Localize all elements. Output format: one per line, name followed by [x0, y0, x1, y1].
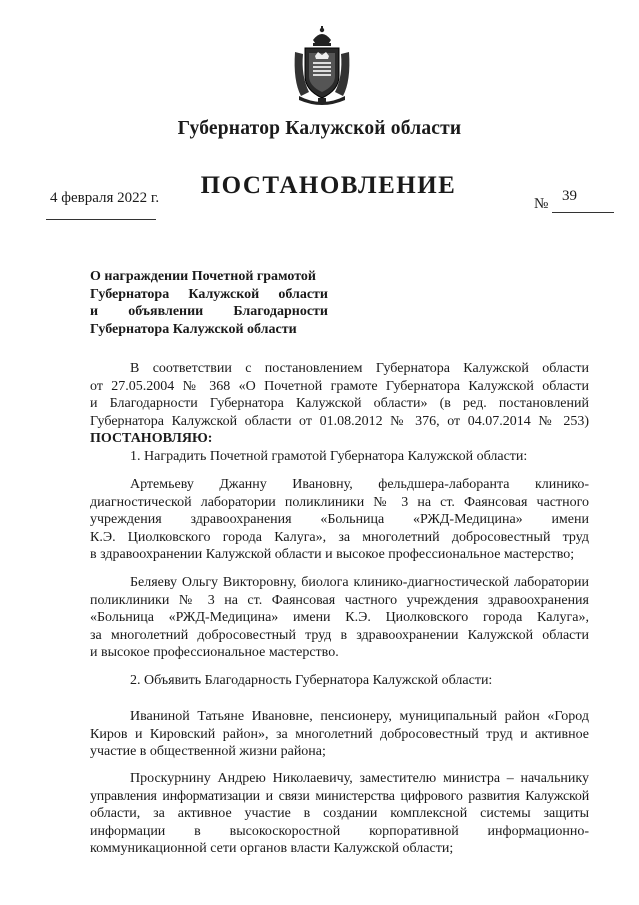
subject-line: Губернатора Калужской области [90, 321, 297, 337]
preamble-line: В соответствии с постановлением Губернатора Калужской области [130, 361, 589, 376]
preamble-line: Губернатора Калужской области от 01.08.2012 № 376, от 04.07.2014 № 253) [90, 413, 589, 429]
recipient-line: Артемьеву Джанну Ивановну, фельдшера-лаборанта клинико- [130, 477, 589, 492]
recipient-line: Киров и Кировский район», за многолетний добросовестный труд и активное [90, 726, 589, 742]
preamble-line: от 27.05.2004 № 368 «О Почетной грамоте Губернатора Калужской области [90, 378, 589, 394]
recipient-line: управления информатизации и связи министерства цифрового развития Калужской [90, 788, 589, 804]
document-date: 4 февраля 2022 г. [50, 190, 160, 206]
decree-word: ПОСТАНОВЛЯЮ: [90, 431, 213, 447]
subject-line: О награждении Почетной грамотой [90, 269, 316, 284]
item2-heading: 2. Объявить Благодарность Губернатора Калужской области: [130, 673, 493, 688]
item2-block [90, 672, 589, 690]
subject-line: и объявлении Благодарности [90, 304, 328, 319]
document-subject [90, 268, 328, 338]
recipient-line: за многолетний добросовестный труд в здравоохранении Калужской области [90, 627, 589, 643]
item1-heading: 1. Наградить Почетной грамотой Губернатора Калужской области: [130, 448, 528, 464]
recipient-line: учреждения здравоохранения «Больница «РЖД-Медицина» имени [90, 512, 589, 528]
recipient-line: участие в общественной жизни района; [90, 744, 326, 760]
award-recipient-1 [90, 476, 589, 564]
gratitude-recipient-1 [90, 708, 589, 761]
number-sign: № [534, 196, 549, 212]
recipient-line: диагностической лаборатории поликлиники № 3 на ст. Фаянсовая частного [90, 494, 589, 510]
date-underline [46, 219, 156, 220]
subject-line: Губернатора Калужской области [90, 286, 328, 302]
gratitude-recipient-2 [90, 770, 589, 858]
document-title: ПОСТАНОВЛЕНИЕ [200, 172, 457, 199]
issuing-authority: Губернатор Калужской области [177, 118, 462, 139]
award-recipient-2 [90, 574, 589, 662]
preamble [90, 360, 589, 466]
recipient-line: поликлиники № 3 на ст. Фаянсовая частного учреждения здравоохранения [90, 592, 589, 608]
recipient-line: К.Э. Циолковского города Калуга», за многолетний добросовестный труд [90, 529, 589, 545]
preamble-line: и Благодарности Губернатора Калужской области» (в ред. постановлений [90, 396, 589, 412]
recipient-line: области, за активное участие в создании комплексной системы защиты [90, 806, 589, 822]
document-number: 39 [562, 188, 577, 204]
recipient-line: коммуникационной сети органов власти Калужской области; [90, 841, 454, 857]
recipient-line: в здравоохранении Калужской области и высокое профессиональное мастерство; [90, 547, 575, 563]
recipient-line: «Больница «РЖД-Медицина» имени К.Э. Циолковского города Калуга», [90, 610, 589, 626]
recipient-line: Беляеву Ольгу Викторовну, биолога клинико-диагностической лаборатории [130, 575, 589, 590]
recipient-line: Иваниной Татьяне Ивановне, пенсионеру, муниципальный район «Город [130, 709, 589, 724]
recipient-line: Проскурнину Андрею Николаевичу, заместителю министра – начальнику [130, 771, 589, 786]
number-underline [552, 212, 614, 213]
recipient-line: информации в высокоскоростной корпоративной информационно- [90, 823, 589, 839]
kaluga-coat-of-arms-icon [291, 26, 353, 106]
recipient-line: и высокое профессиональное мастерство. [90, 645, 339, 661]
